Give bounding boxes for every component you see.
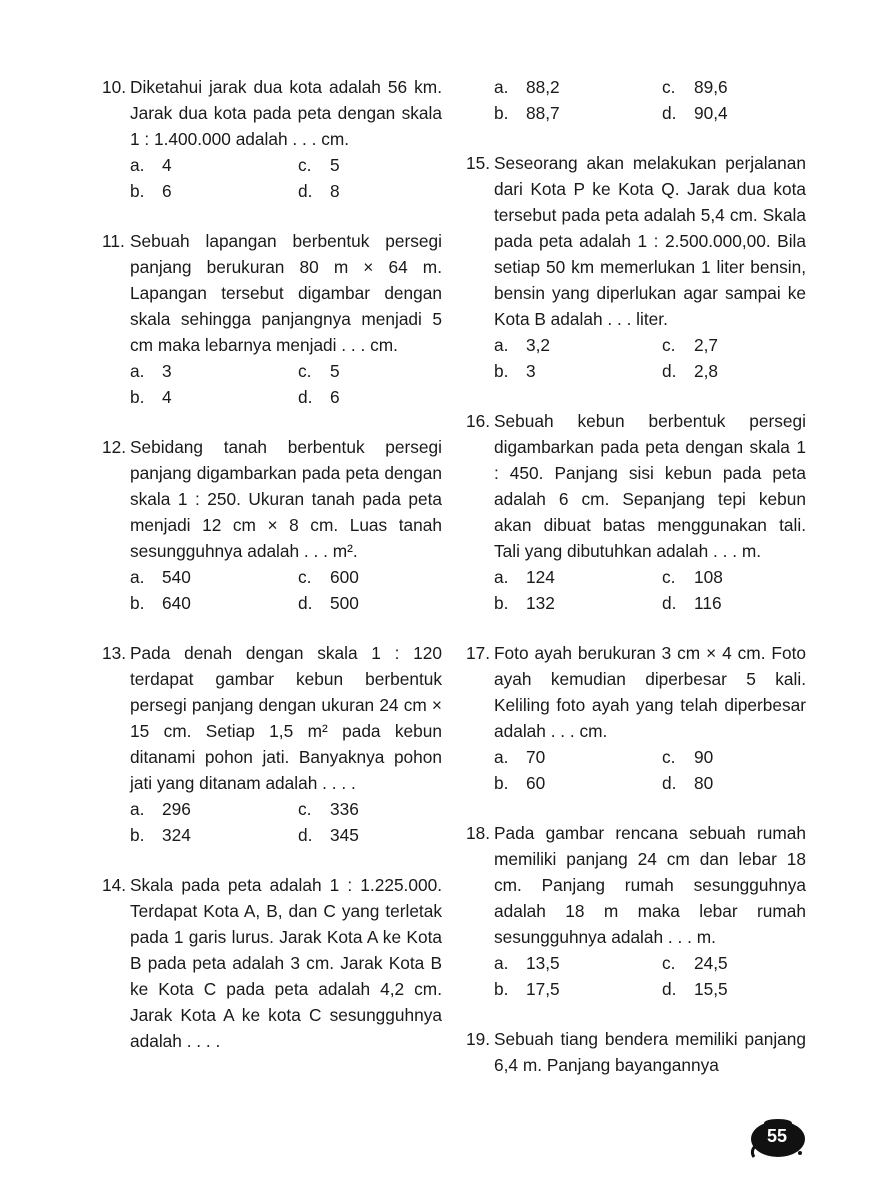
answer-options bbox=[130, 152, 442, 204]
answer-option bbox=[494, 744, 662, 770]
option-value: 60 bbox=[526, 773, 546, 793]
option-label: b. bbox=[494, 361, 509, 381]
answer-option bbox=[662, 564, 806, 590]
option-label: c. bbox=[662, 567, 676, 587]
page-number: 55 bbox=[766, 1126, 788, 1146]
answer-options bbox=[130, 796, 442, 848]
option-label: a. bbox=[494, 335, 509, 355]
answer-option bbox=[298, 822, 442, 848]
option-value: 8 bbox=[330, 181, 340, 201]
answer-option bbox=[130, 358, 298, 384]
option-label: a. bbox=[494, 953, 509, 973]
answer-option bbox=[298, 178, 442, 204]
answer-option bbox=[662, 332, 806, 358]
question-number: 16. bbox=[466, 411, 491, 431]
answer-option bbox=[662, 950, 806, 976]
option-label: a. bbox=[130, 799, 145, 819]
option-label: d. bbox=[662, 361, 677, 381]
option-label: b. bbox=[494, 593, 509, 613]
option-value: 336 bbox=[330, 799, 359, 819]
question-text: Sebuah lapangan berbentuk persegi panjang berukuran 80 m × 64 m. Lapangan tersebut digambar dengan skala sehingga panjangnya menjadi 5 cm maka lebarnya menjadi . . . cm. bbox=[130, 231, 442, 355]
question-number: 10. bbox=[102, 77, 127, 97]
option-value: 500 bbox=[330, 593, 359, 613]
option-value: 124 bbox=[526, 567, 555, 587]
question-number: 11. bbox=[102, 231, 125, 251]
question-text: Pada gambar rencana sebuah rumah memiliki panjang 24 cm dan lebar 18 cm. Panjang rumah sesungguhnya adalah 18 m maka lebar rumah sesungguhnya adalah . . . m. bbox=[494, 823, 806, 947]
question-18 bbox=[466, 820, 806, 1002]
question-14-options-continued bbox=[466, 74, 806, 126]
question-number: 19. bbox=[466, 1029, 491, 1049]
option-value: 15,5 bbox=[694, 979, 728, 999]
option-value: 4 bbox=[162, 155, 172, 175]
option-label: d. bbox=[662, 773, 677, 793]
option-label: a. bbox=[494, 77, 509, 97]
option-label: d. bbox=[298, 825, 313, 845]
option-value: 345 bbox=[330, 825, 359, 845]
question-number: 14. bbox=[102, 875, 127, 895]
option-value: 88,7 bbox=[526, 103, 560, 123]
answer-option bbox=[130, 590, 298, 616]
option-label: d. bbox=[662, 593, 677, 613]
answer-option bbox=[494, 590, 662, 616]
answer-options bbox=[494, 950, 806, 1002]
option-value: 6 bbox=[162, 181, 172, 201]
option-value: 90 bbox=[694, 747, 714, 767]
option-value: 80 bbox=[694, 773, 714, 793]
answer-option bbox=[494, 770, 662, 796]
answer-option bbox=[662, 100, 806, 126]
option-value: 132 bbox=[526, 593, 555, 613]
option-label: c. bbox=[298, 799, 312, 819]
option-label: c. bbox=[662, 747, 676, 767]
answer-option bbox=[130, 178, 298, 204]
option-value: 89,6 bbox=[694, 77, 728, 97]
answer-option bbox=[662, 744, 806, 770]
option-label: b. bbox=[494, 773, 509, 793]
answer-option bbox=[662, 770, 806, 796]
option-value: 6 bbox=[330, 387, 340, 407]
answer-option bbox=[298, 152, 442, 178]
option-label: a. bbox=[494, 567, 509, 587]
answer-option bbox=[130, 822, 298, 848]
option-label: a. bbox=[494, 747, 509, 767]
option-value: 108 bbox=[694, 567, 723, 587]
answer-option bbox=[494, 332, 662, 358]
question-11 bbox=[102, 228, 442, 410]
option-label: c. bbox=[662, 953, 676, 973]
option-value: 116 bbox=[694, 593, 722, 613]
answer-option bbox=[662, 590, 806, 616]
answer-option bbox=[298, 564, 442, 590]
option-label: d. bbox=[298, 387, 313, 407]
answer-option bbox=[494, 100, 662, 126]
answer-option bbox=[494, 358, 662, 384]
option-label: b. bbox=[130, 181, 145, 201]
answer-options bbox=[494, 564, 806, 616]
option-value: 640 bbox=[162, 593, 191, 613]
answer-option bbox=[298, 358, 442, 384]
option-value: 5 bbox=[330, 155, 340, 175]
answer-options bbox=[494, 332, 806, 384]
answer-options bbox=[130, 564, 442, 616]
question-12 bbox=[102, 434, 442, 616]
answer-options bbox=[130, 358, 442, 410]
answer-option bbox=[662, 74, 806, 100]
answer-option bbox=[298, 796, 442, 822]
question-19 bbox=[466, 1026, 806, 1078]
option-label: a. bbox=[130, 361, 145, 381]
option-label: d. bbox=[298, 593, 313, 613]
question-text: Foto ayah berukuran 3 cm × 4 cm. Foto ayah kemudian diperbesar 5 kali. Keliling foto ayah yang telah diperbesar adalah . . . cm. bbox=[494, 643, 806, 741]
option-label: c. bbox=[662, 335, 676, 355]
question-text: Seseorang akan melakukan perjalanan dari Kota P ke Kota Q. Jarak dua kota tersebut pada peta adalah 5,4 cm. Skala pada peta adalah 1 : 2.500.000,00. Bila setiap 50 km memerlukan 1 liter bensin, bensin yang diperlukan agar sampai ke Kota B adalah . . . liter. bbox=[494, 153, 806, 329]
question-number: 12. bbox=[102, 437, 127, 457]
option-label: a. bbox=[130, 155, 145, 175]
option-value: 13,5 bbox=[526, 953, 560, 973]
question-number: 17. bbox=[466, 643, 491, 663]
option-value: 24,5 bbox=[694, 953, 728, 973]
option-label: c. bbox=[662, 77, 676, 97]
option-label: d. bbox=[662, 979, 677, 999]
question-17 bbox=[466, 640, 806, 796]
question-15 bbox=[466, 150, 806, 384]
option-value: 2,7 bbox=[694, 335, 719, 355]
option-value: 90,4 bbox=[694, 103, 728, 123]
answer-option bbox=[494, 950, 662, 976]
answer-options bbox=[494, 744, 806, 796]
question-16 bbox=[466, 408, 806, 616]
question-text: Sebuah tiang bendera memiliki panjang 6,4 m. Panjang bayangannya bbox=[494, 1029, 806, 1075]
answer-option bbox=[298, 590, 442, 616]
option-label: b. bbox=[494, 979, 509, 999]
option-value: 5 bbox=[330, 361, 340, 381]
question-number: 15. bbox=[466, 153, 491, 173]
option-label: a. bbox=[130, 567, 145, 587]
question-13 bbox=[102, 640, 442, 848]
answer-option bbox=[662, 358, 806, 384]
option-label: b. bbox=[130, 387, 145, 407]
answer-option bbox=[494, 976, 662, 1002]
question-text: Skala pada peta adalah 1 : 1.225.000. Terdapat Kota A, B, dan C yang terletak pada 1 garis lurus. Jarak Kota A ke Kota B pada peta adalah 3 cm. Jarak Kota B ke Kota C pada peta adalah 4,2 cm. Jarak Kota A ke kota C sesungguhnya adalah . . . . bbox=[130, 875, 442, 1051]
option-value: 600 bbox=[330, 567, 359, 587]
question-number: 18. bbox=[466, 823, 491, 843]
option-value: 3 bbox=[526, 361, 536, 381]
option-label: b. bbox=[130, 593, 145, 613]
answer-option bbox=[130, 796, 298, 822]
question-text: Sebidang tanah berbentuk persegi panjang digambarkan pada peta dengan skala 1 : 250. Ukuran tanah pada peta menjadi 12 cm × 8 cm. Luas tanah sesungguhnya adalah . . . m². bbox=[130, 437, 442, 561]
option-value: 70 bbox=[526, 747, 546, 767]
question-text: Pada denah dengan skala 1 : 120 terdapat gambar kebun berbentuk persegi panjang dengan ukuran 24 cm × 15 cm. Setiap 1,5 m² pada kebun ditanami pohon jati. Banyaknya pohon jati yang ditanam adalah . . . . bbox=[130, 643, 442, 793]
answer-option bbox=[494, 74, 662, 100]
option-value: 3 bbox=[162, 361, 172, 381]
option-label: c. bbox=[298, 567, 312, 587]
question-text: Sebuah kebun berbentuk persegi digambarkan pada peta dengan skala 1 : 450. Panjang sisi kebun pada peta adalah 6 cm. Sepanjang tepi kebun akan dibuat batas menggunakan tali. Tali yang dibutuhkan adalah . . . m. bbox=[494, 411, 806, 561]
option-label: b. bbox=[130, 825, 145, 845]
answer-option bbox=[298, 384, 442, 410]
question-number: 13. bbox=[102, 643, 127, 663]
question-14 bbox=[102, 872, 442, 1054]
question-10 bbox=[102, 74, 442, 204]
option-value: 296 bbox=[162, 799, 191, 819]
option-label: d. bbox=[298, 181, 313, 201]
answer-options bbox=[494, 74, 806, 126]
answer-option bbox=[130, 564, 298, 590]
option-label: d. bbox=[662, 103, 677, 123]
question-text: Diketahui jarak dua kota adalah 56 km. Jarak dua kota pada peta dengan skala 1 : 1.400.000 adalah . . . cm. bbox=[130, 77, 442, 149]
answer-option bbox=[662, 976, 806, 1002]
option-value: 4 bbox=[162, 387, 172, 407]
option-value: 88,2 bbox=[526, 77, 560, 97]
option-value: 324 bbox=[162, 825, 191, 845]
answer-option bbox=[494, 564, 662, 590]
answer-option bbox=[130, 152, 298, 178]
page-number-badge bbox=[748, 1115, 806, 1159]
answer-option bbox=[130, 384, 298, 410]
left-column bbox=[102, 74, 442, 1078]
right-column bbox=[466, 74, 806, 1102]
option-value: 17,5 bbox=[526, 979, 560, 999]
option-label: c. bbox=[298, 155, 312, 175]
option-label: b. bbox=[494, 103, 509, 123]
option-value: 540 bbox=[162, 567, 191, 587]
option-label: c. bbox=[298, 361, 312, 381]
option-value: 3,2 bbox=[526, 335, 551, 355]
option-value: 2,8 bbox=[694, 361, 719, 381]
